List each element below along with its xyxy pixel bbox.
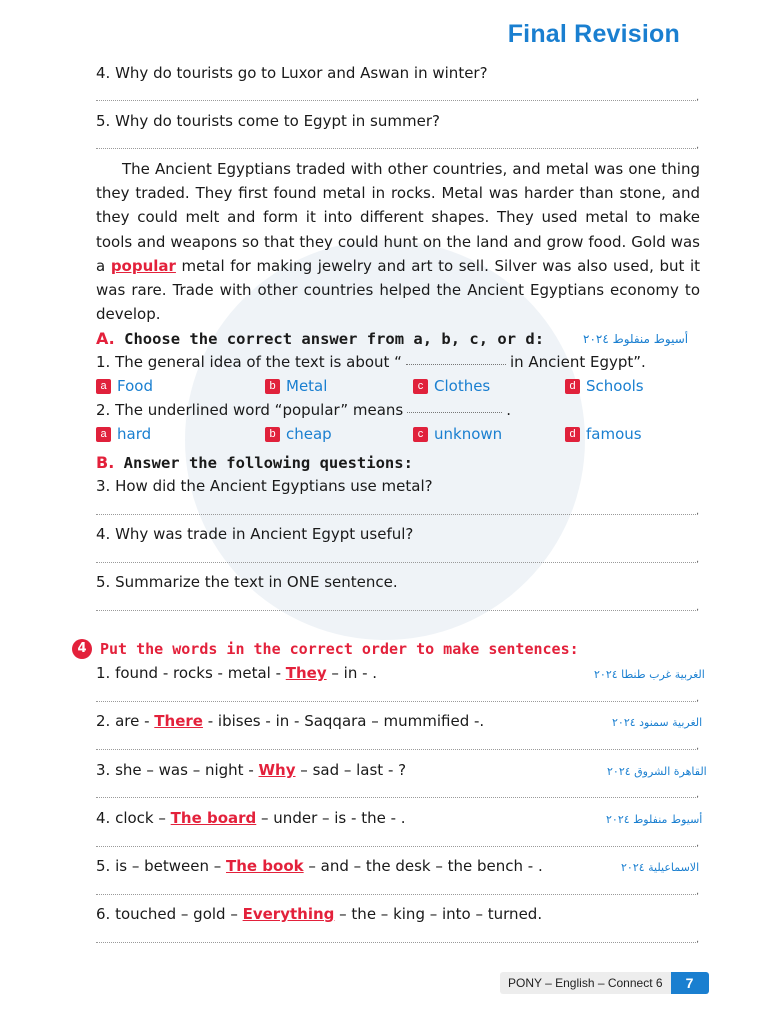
question-4-heading: 4 Put the words in the correct order to make sentences:	[72, 639, 579, 659]
highlighted-word: popular	[110, 256, 176, 275]
question-number-badge: 4	[72, 639, 92, 659]
answer-line	[96, 562, 698, 563]
exam-source: القاهرة الشروق ٢٠٢٤	[607, 765, 707, 778]
blank[interactable]	[406, 364, 506, 365]
answer-line	[96, 610, 698, 611]
option-2c[interactable]: c unknown	[413, 425, 502, 443]
question-1-general-idea: 1. The general idea of the text is about “ in Ancient Egypt”.	[96, 353, 646, 371]
answer-line	[96, 797, 698, 798]
option-1b[interactable]: b Metal	[265, 377, 327, 395]
answer-line	[96, 100, 698, 101]
option-2d[interactable]: d famous	[565, 425, 642, 443]
reorder-item-5: 5. is – between – The book – and – the desk – the bench - .	[96, 857, 543, 875]
reorder-item-2: 2. are - There - ibises - in - Saqqara – mummified -.	[96, 712, 485, 730]
section-b-heading: B. Answer the following questions:	[96, 453, 413, 472]
answer-line	[96, 701, 698, 702]
page-number: 7	[671, 972, 709, 994]
page-footer	[500, 972, 709, 994]
footer-book-title: PONY – English – Connect 6	[500, 972, 671, 994]
question-4-trade: 4. Why was trade in Ancient Egypt useful?	[96, 525, 414, 543]
page-title: Final Revision	[507, 20, 680, 48]
reorder-item-1: 1. found - rocks - metal - They – in - .	[96, 664, 378, 682]
section-a-heading: A. Choose the correct answer from a, b, c, or d:	[96, 329, 545, 348]
exam-source: أسيوط منفلوط ٢٠٢٤	[583, 332, 689, 346]
option-2b[interactable]: b cheap	[265, 425, 332, 443]
reading-passage: The Ancient Egyptians traded with other countries, and metal was one thing they traded. They first found metal in rocks. Metal was harder than stone, and they could melt and form it into different shapes. They used metal to make tools and weapons so that they could hunt on the land and grow food. Gold was a popular metal for making jewelry and art to sell. Silver was also used, but it was rare. Trade with other countries helped the Ancient Egyptians economy to develop.	[96, 160, 700, 324]
exam-source: الاسماعيلية ٢٠٢٤	[621, 861, 700, 874]
option-2a[interactable]: a hard	[96, 425, 151, 443]
option-1c[interactable]: c Clothes	[413, 377, 490, 395]
question-2-underlined-word: 2. The underlined word “popular” means .	[96, 401, 512, 419]
question-5-summer: 5. Why do tourists come to Egypt in summer?	[96, 112, 440, 130]
option-1d[interactable]: d Schools	[565, 377, 644, 395]
reorder-item-6: 6. touched – gold – Everything – the – king – into – turned.	[96, 905, 543, 923]
reorder-item-4: 4. clock – The board – under – is - the - .	[96, 809, 406, 827]
question-3-metal-use: 3. How did the Ancient Egyptians use metal?	[96, 477, 433, 495]
answer-line	[96, 894, 698, 895]
question-4-luxor: 4. Why do tourists go to Luxor and Aswan in winter?	[96, 64, 488, 82]
answer-line	[96, 148, 698, 149]
answer-line	[96, 514, 698, 515]
answer-line	[96, 749, 698, 750]
question-5-summarize: 5. Summarize the text in ONE sentence.	[96, 573, 398, 591]
answer-line	[96, 942, 698, 943]
option-1a[interactable]: a Food	[96, 377, 153, 395]
answer-line	[96, 846, 698, 847]
blank[interactable]	[407, 412, 502, 413]
exam-source: الغربية غرب طنطا ٢٠٢٤	[594, 668, 705, 681]
exam-source: الغربية سمنود ٢٠٢٤	[612, 716, 703, 729]
exam-source: أسيوط منفلوط ٢٠٢٤	[606, 813, 703, 826]
reorder-item-3: 3. she – was – night - Why – sad – last - ?	[96, 761, 407, 779]
